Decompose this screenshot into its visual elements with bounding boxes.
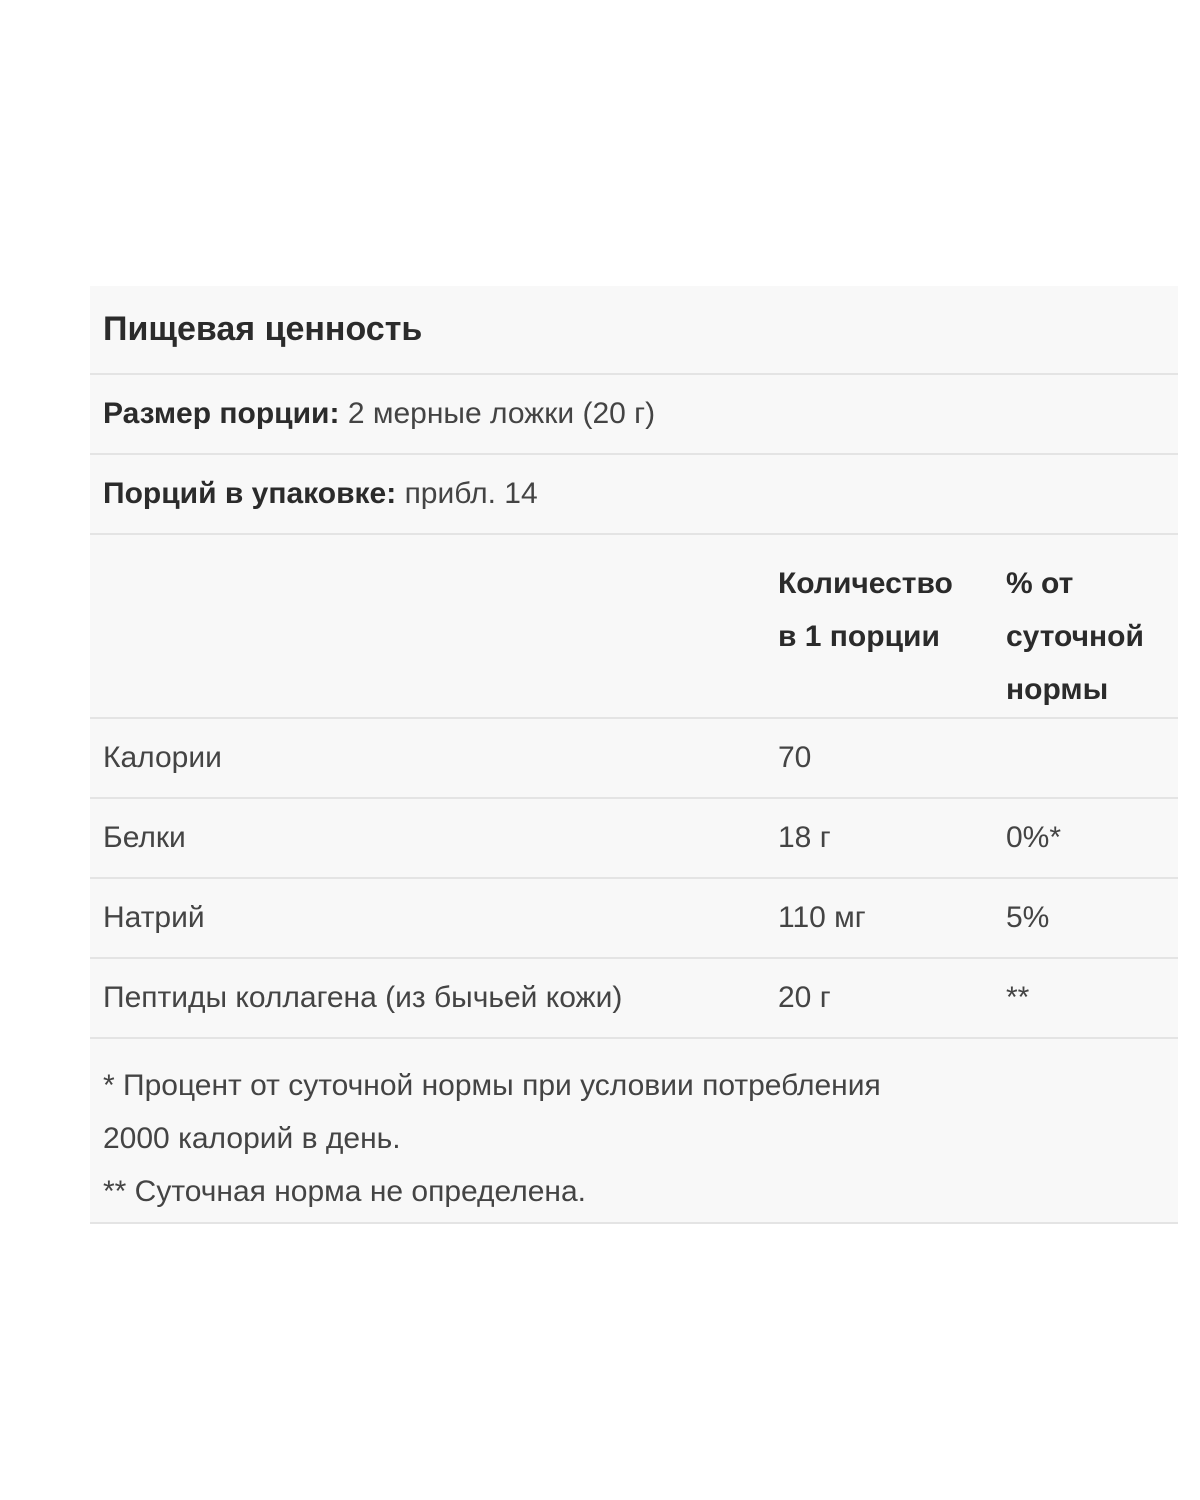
dv-header-line: % от [1006, 567, 1074, 600]
table-row [90, 719, 1178, 799]
servings-per-container-row [90, 455, 1178, 535]
nutrient-name: Пептиды коллагена (из бычьей кожи) [103, 981, 623, 1014]
daily-value-header [1006, 557, 1178, 716]
footnote-line: ** Суточная норма не определена. [103, 1175, 587, 1208]
nutrient-amount: 110 мг [778, 901, 866, 934]
nutrient-name: Натрий [103, 901, 205, 934]
nutrient-daily-value: 5% [1006, 901, 1050, 934]
table-row [90, 879, 1178, 959]
nutrition-facts-table [90, 286, 1178, 1224]
dv-header-line: суточной [1006, 620, 1144, 653]
amount-header-line: Количество [778, 567, 953, 600]
servings-per-container-value: прибл. 14 [404, 477, 538, 510]
nutrient-daily-value: 0%* [1006, 821, 1062, 854]
table-row [90, 799, 1178, 879]
servings-per-container-label: Порций в упаковке: [103, 477, 397, 510]
nutrient-name: Белки [103, 821, 186, 854]
amount-header-line: в 1 порции [778, 620, 940, 653]
nutrient-daily-value: ** [1006, 981, 1030, 1014]
nutrient-amount: 70 [778, 741, 812, 774]
table-header [90, 286, 1178, 375]
amount-per-serving-header [778, 557, 988, 663]
nutrient-name: Калории [103, 741, 222, 774]
serving-size-value: 2 мерные ложки (20 г) [347, 397, 656, 430]
dv-header-line: нормы [1006, 673, 1109, 706]
column-header-row [90, 535, 1178, 719]
nutrient-amount: 18 г [778, 821, 831, 854]
table-title: Пищевая ценность [103, 310, 423, 348]
serving-size-label: Размер порции: [103, 397, 340, 430]
footnote-line: 2000 калорий в день. [103, 1122, 401, 1155]
nutrient-amount: 20 г [778, 981, 831, 1014]
table-row [90, 959, 1178, 1039]
footnote-line: * Процент от суточной нормы при условии потребления [103, 1069, 881, 1102]
footnotes [90, 1039, 1178, 1224]
serving-size-row [90, 375, 1178, 455]
